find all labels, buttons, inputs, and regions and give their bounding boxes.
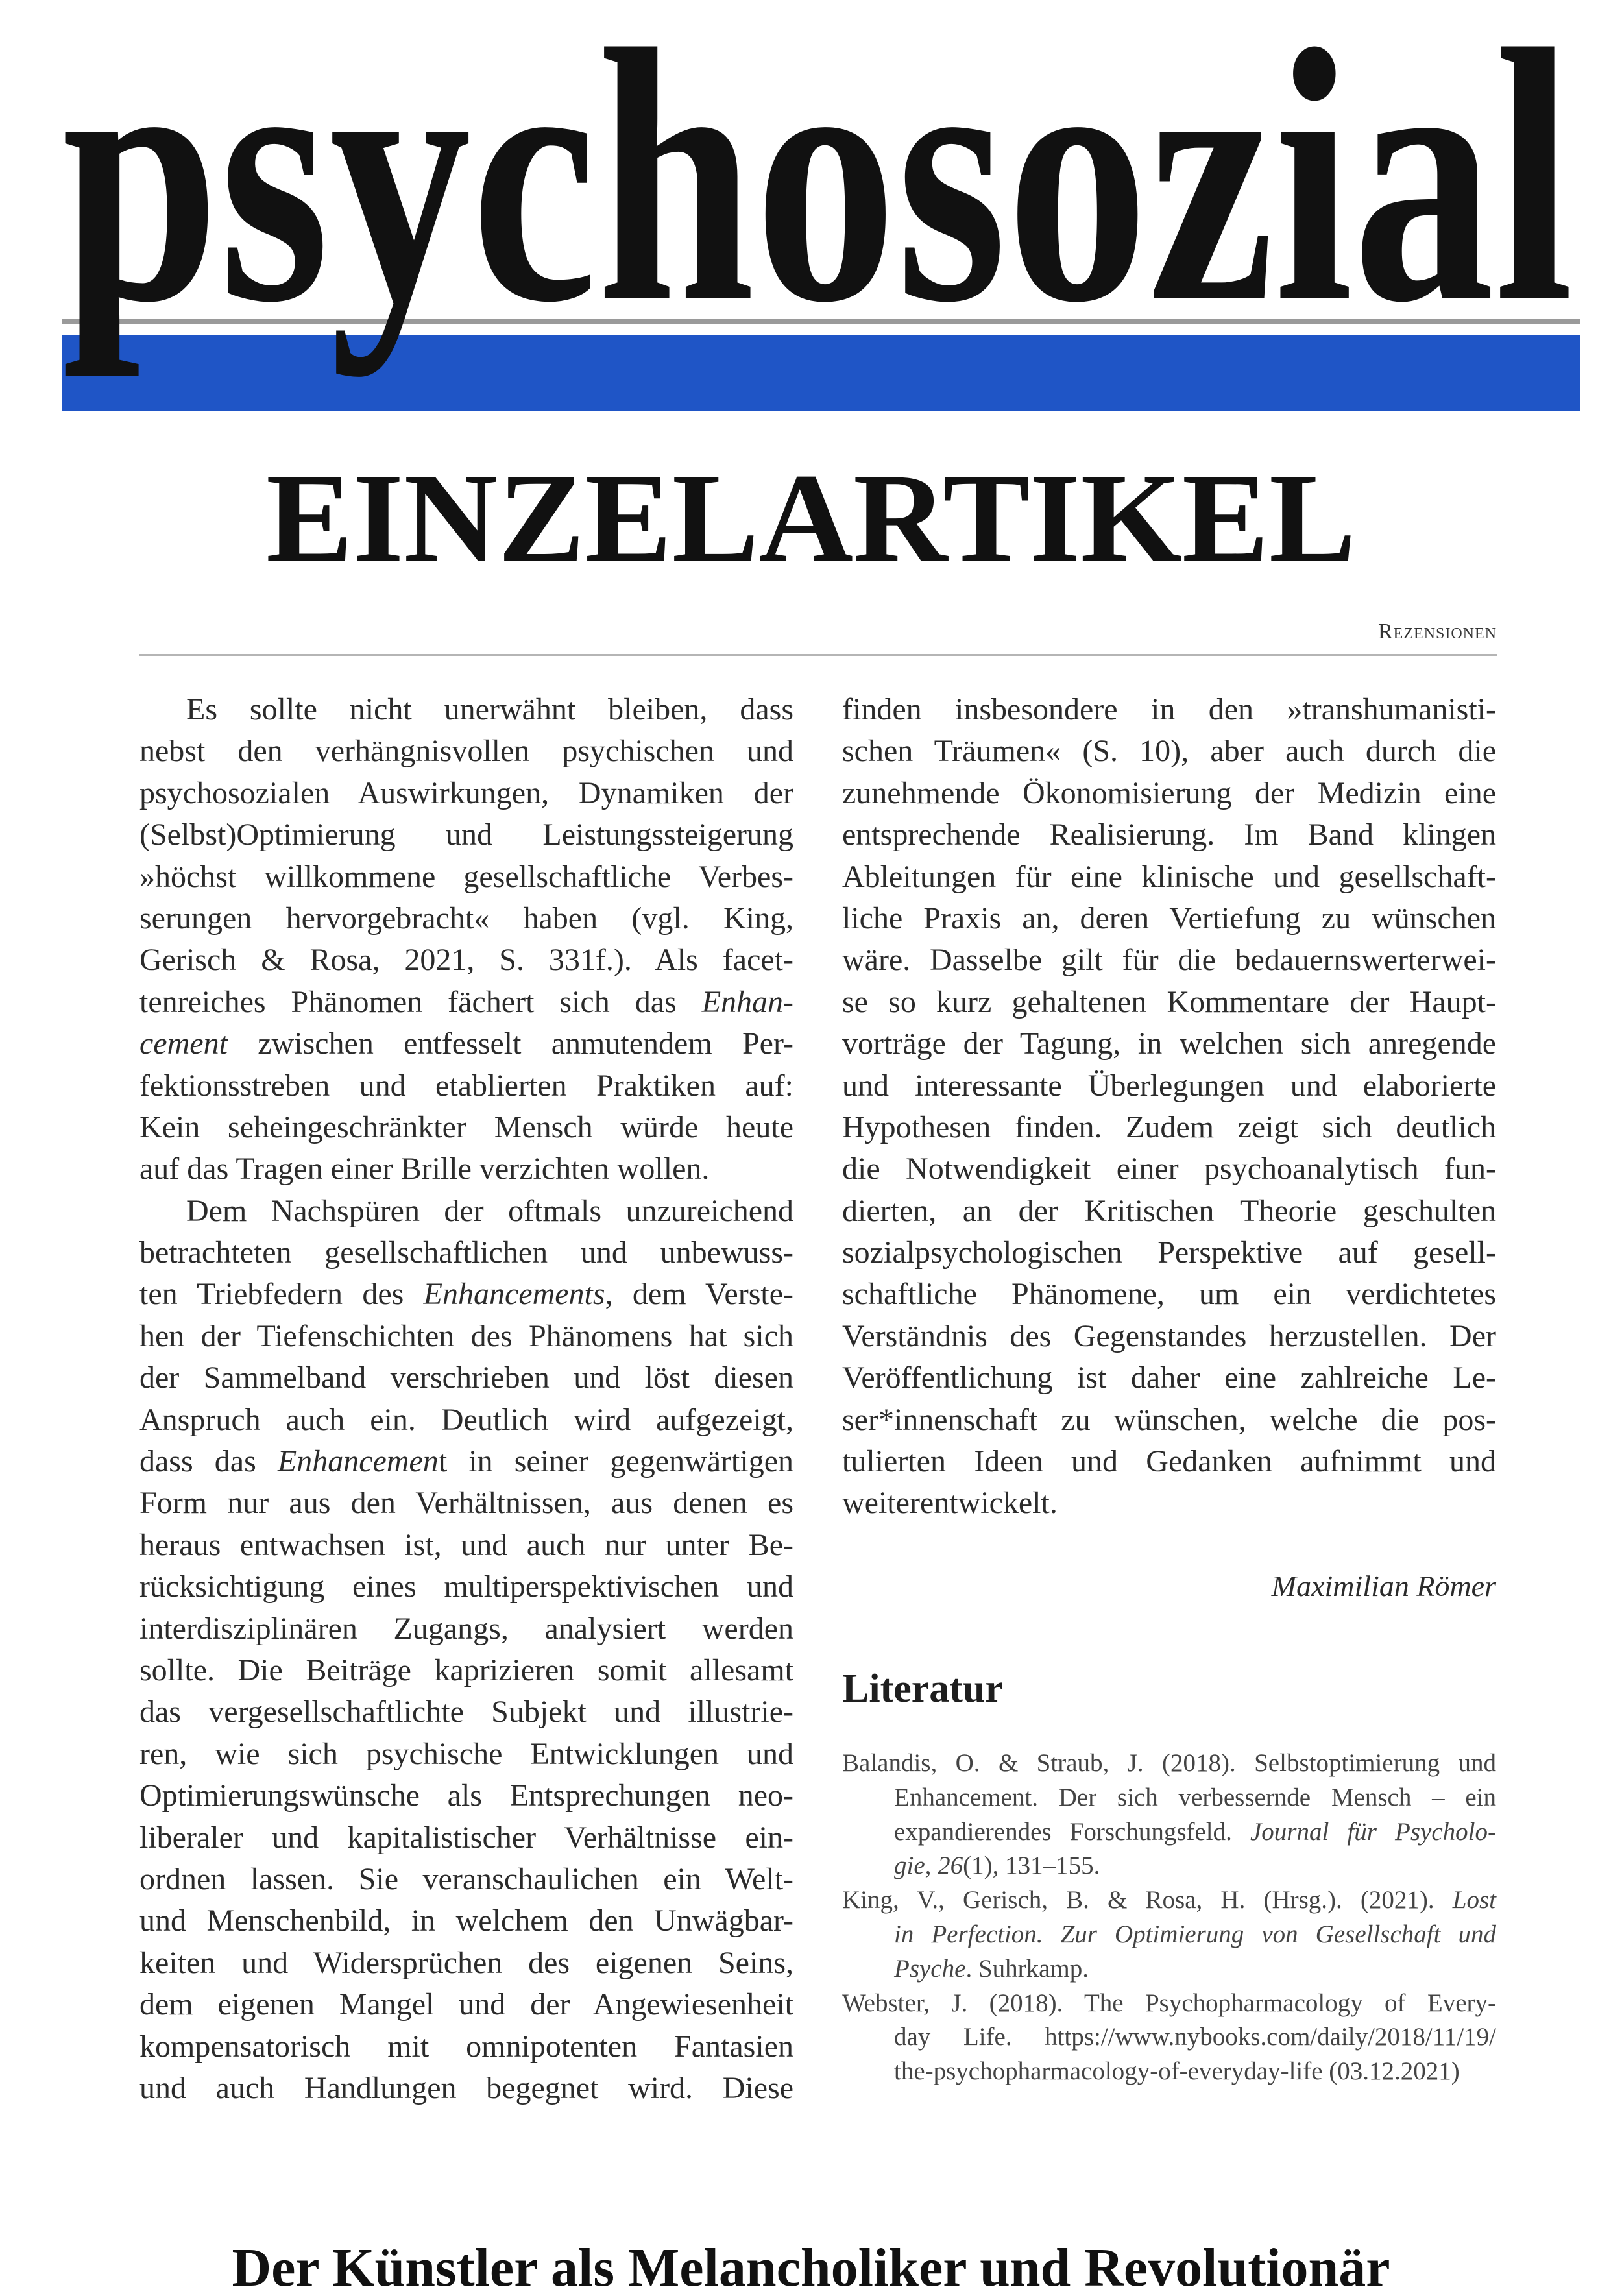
text-line: entsprechende Realisierung. Im Band klingen (842, 817, 1496, 852)
text-line: Kein seheingeschränkter Mensch würde heute (139, 1109, 793, 1144)
text-line: vorträge der Tagung, in welchen sich anregende (842, 1026, 1496, 1061)
reference-line: Enhancement. Der sich verbessernde Mensch – ein (894, 1783, 1496, 1811)
reference-item (842, 1987, 1496, 2089)
header-rule (139, 654, 1497, 656)
reference-line (842, 1918, 1496, 1952)
italic-segment: Lost (1452, 1886, 1496, 1915)
reference-list (842, 1746, 1496, 2089)
text-line: und interessante Überlegungen und elaborierte (842, 1068, 1496, 1103)
next-article-title-text: Der Künstler als Melancholiker und Revolutionär (232, 2238, 1390, 2296)
review-author: Maximilian Römer (1271, 1569, 1496, 1602)
text-segment: dass das (139, 1444, 278, 1479)
italic-segment: cement (139, 1026, 228, 1061)
text-line: Hypothesen finden. Zudem zeigt sich deutlich (842, 1109, 1496, 1144)
text-line: Ableitungen für eine klinische und gesellschaft- (842, 859, 1496, 894)
article-type-text: EINZELARTIKEL (266, 454, 1356, 577)
text-line: betrachteten gesellschaftlichen und unbewuss- (139, 1235, 793, 1270)
text-column-left (139, 689, 793, 2109)
text-segment: , dem Verste- (605, 1277, 793, 1312)
text-line: interdisziplinären Zugangs, analysiert werden (139, 1611, 793, 1646)
italic-segment: Enhancements (423, 1277, 605, 1312)
text-line: Dem Nachspüren der oftmals unzureichend (186, 1193, 793, 1228)
text-segment: (1), 131–155. (963, 1852, 1100, 1880)
text-line: keiten und Widersprüchen des eigenen Seins, (139, 1945, 793, 1980)
journal-logo (62, 26, 1573, 389)
text-line: hen der Tiefenschichten des Phänomens hat sich (139, 1318, 793, 1353)
text-line: schaftliche Phänomene, um ein verdichtetes (842, 1277, 1496, 1312)
text-line: Veröffentlichung ist daher eine zahlreiche Le- (842, 1360, 1496, 1396)
text-line: sollte. Die Beiträge kaprizieren somit allesamt (139, 1652, 793, 1687)
text-segment: King, V., Gerisch, B. & Rosa, H. (Hrsg.). (2021). (842, 1886, 1453, 1915)
text-line: weiterentwickelt. (842, 1486, 1058, 1521)
reference-line: Webster, J. (2018). The Psychopharmacology of Every- (842, 1988, 1496, 2017)
text-line: (Selbst)Optimierung und Leistungssteigerung (139, 817, 793, 852)
text-line: dierten, an der Kritischen Theorie geschulten (842, 1193, 1496, 1228)
text-segment: tenreiches Phänomen fächert sich das (139, 984, 702, 1019)
text-line: Form nur aus den Verhältnissen, aus denen es (139, 1486, 793, 1521)
reference-line (842, 1849, 1496, 1883)
text-segment: zwischen entfesselt anmutendem Per- (227, 1026, 793, 1061)
text-line: sozialpsychologischen Perspektive auf gesell- (842, 1235, 1496, 1270)
text-line: Optimierungswünsche als Entsprechungen neo- (139, 1778, 793, 1813)
text-line: wäre. Dasselbe gilt für die bedauernswerterwei- (842, 943, 1496, 978)
text-line: finden insbesondere in den »transhumanisti- (842, 692, 1496, 727)
text-line: se so kurz gehaltenen Kommentare der Haupt- (842, 984, 1496, 1019)
text-line: das vergesellschaftlichte Subjekt und illustrie- (139, 1695, 793, 1730)
text-line: tulierten Ideen und Gedanken aufnimmt und (842, 1444, 1496, 1479)
text-line: ordnen lassen. Sie veranschaulichen ein Welt- (139, 1861, 793, 1896)
text-line: liche Praxis an, deren Vertiefung zu wünschen (842, 900, 1496, 936)
text-line: »höchst willkommene gesellschaftliche Verbes- (139, 859, 793, 894)
text-line (139, 1441, 793, 1482)
text-line: und auch Handlungen begegnet wird. Diese (139, 2070, 793, 2105)
italic-segment: Journal für Psycholo- (1250, 1817, 1496, 1846)
text-line: serungen hervorgebracht« haben (vgl. King, (139, 900, 793, 936)
logo-text: psychosozial (62, 26, 1573, 378)
text-line: auf das Tragen einer Brille verzichten wollen. (139, 1152, 710, 1187)
section-label: Rezensionen (1378, 620, 1497, 644)
text-line: Anspruch auch ein. Deutlich wird aufgezeigt, (139, 1402, 793, 1437)
text-line: zunehmende Ökonomisierung der Medizin eine (842, 775, 1496, 810)
text-segment: expandierendes Forschungsfeld. (894, 1817, 1250, 1846)
text-line: ren, wie sich psychische Entwicklungen und (139, 1736, 793, 1771)
reference-line (842, 1883, 1496, 1918)
text-line: Gerisch & Rosa, 2021, S. 331f.). Als facet- (139, 943, 793, 978)
text-line: Es sollte nicht unerwähnt bleiben, dass (186, 692, 793, 727)
reference-line (842, 1952, 1496, 1987)
italic-segment: Enhancemen (277, 1444, 439, 1479)
article-type-heading (260, 454, 1362, 577)
italic-segment: gie, 26 (894, 1852, 963, 1880)
text-line: rücksichtigung eines multiperspektivischen und (139, 1569, 793, 1604)
italic-segment: Enhan- (701, 984, 793, 1019)
next-article-title (0, 2222, 1622, 2296)
literature-heading: Literatur (842, 1667, 1003, 1711)
text-line: und Menschenbild, in welchem den Unwägbar- (139, 1903, 793, 1939)
text-line: die Notwendigkeit einer psychoanalytisch fun- (842, 1152, 1496, 1187)
italic-segment: in Perfection. Zur Optimierung von Gesellschaft und (894, 1920, 1496, 1948)
text-segment: ten Triebfedern des (139, 1277, 424, 1312)
text-line (139, 1023, 793, 1065)
reference-line (842, 1815, 1496, 1850)
text-line: kompensatorisch mit omnipotenten Fantasien (139, 2029, 793, 2064)
text-line: fektionsstreben und etablierten Praktiken auf: (139, 1068, 793, 1103)
text-segment: t in seiner gegenwärtigen (438, 1444, 793, 1479)
reference-line: Balandis, O. & Straub, J. (2018). Selbstoptimierung und (842, 1749, 1496, 1777)
text-line: nebst den verhängnisvollen psychischen und (139, 734, 793, 769)
text-line: schen Träumen« (S. 10), aber auch durch die (842, 734, 1496, 769)
text-line: der Sammelband verschrieben und löst diesen (139, 1360, 793, 1396)
text-line (139, 1274, 793, 1315)
reference-line: day Life. https://www.nybooks.com/daily/2018/11/19/ (894, 2023, 1496, 2051)
text-segment: . Suhrkamp. (965, 1954, 1089, 1983)
reference-item (842, 1883, 1496, 1986)
text-line: ser*innenschaft zu wünschen, welche die pos- (842, 1402, 1496, 1437)
text-column-right (842, 689, 1496, 1525)
text-line (139, 982, 793, 1023)
text-line: dem eigenen Mangel und der Angewiesenheit (139, 1987, 793, 2022)
text-line: psychosozialen Auswirkungen, Dynamiken der (139, 775, 793, 810)
text-line: liberaler und kapitalistischer Verhältnisse ein- (139, 1820, 793, 1855)
reference-line: the-psychopharmacology-of-everyday-life (03.12.2021) (894, 2057, 1460, 2086)
text-line: Verständnis des Gegenstandes herzustellen. Der (842, 1318, 1496, 1353)
italic-segment: Psyche (894, 1954, 966, 1983)
text-line: heraus entwachsen ist, und auch nur unter Be- (139, 1527, 793, 1562)
reference-item (842, 1746, 1496, 1883)
